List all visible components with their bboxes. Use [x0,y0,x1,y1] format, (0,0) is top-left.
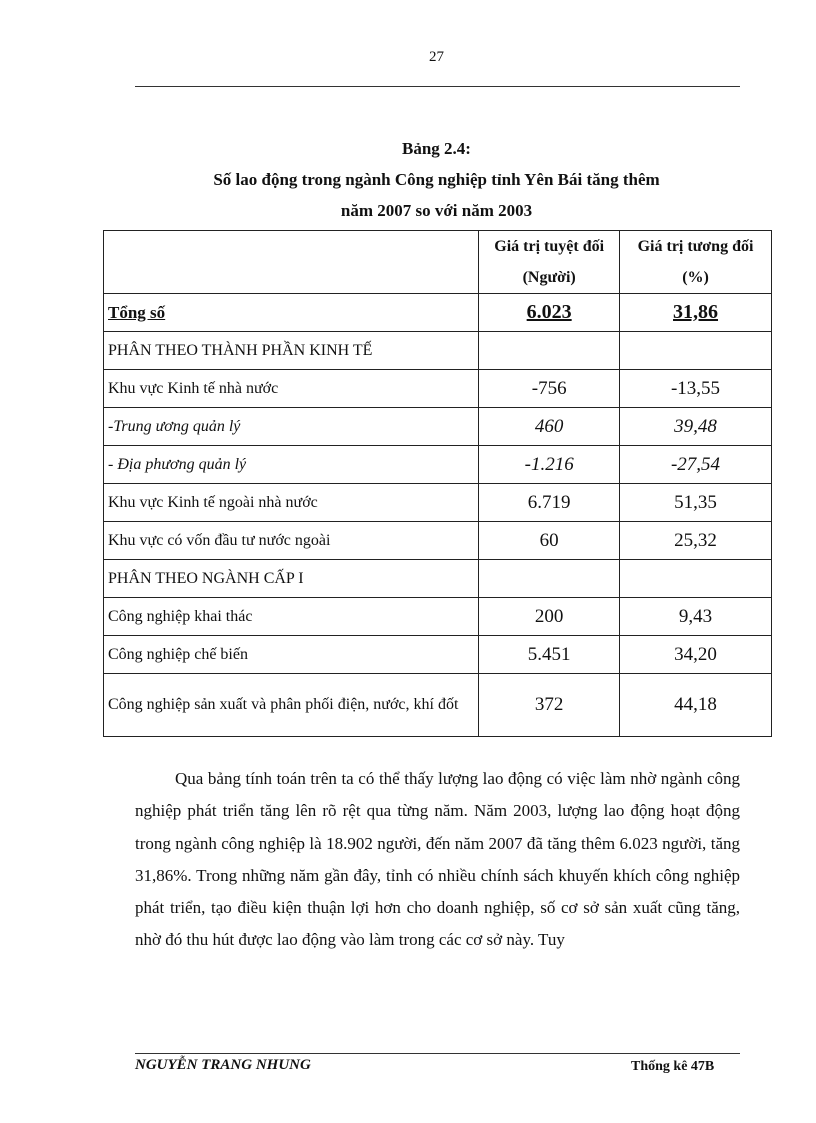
row-absolute: 200 [479,598,620,636]
row-absolute: 6.719 [479,484,620,522]
table-row [104,370,772,408]
row-relative: 44,18 [620,674,772,737]
row-label: -Trung ương quản lý [104,408,479,446]
table-row-section-industry [104,560,772,598]
table-row [104,408,772,446]
row-absolute [479,332,620,370]
row-label: Công nghiệp chế biến [104,636,479,674]
row-absolute: -756 [479,370,620,408]
row-relative [620,560,772,598]
header-rule [135,86,740,87]
row-relative: 51,35 [620,484,772,522]
footer-author: NGUYỄN TRANG NHUNG [135,1057,311,1073]
table-title [0,133,816,226]
header-absolute-unit: (Người) [522,269,576,286]
row-label: - Địa phương quản lý [104,446,479,484]
labor-table [103,230,772,737]
row-absolute: -1.216 [479,446,620,484]
table-row [104,636,772,674]
page-number: 27 [429,49,444,65]
row-relative: -13,55 [620,370,772,408]
row-relative: 25,32 [620,522,772,560]
row-absolute: 372 [479,674,620,737]
row-absolute: 6.023 [479,294,620,332]
row-absolute: 60 [479,522,620,560]
table-row [104,446,772,484]
header-empty-cell [104,231,479,294]
row-relative: -27,54 [620,446,772,484]
table-caption-line2: năm 2007 so với năm 2003 [340,201,533,220]
table-row [104,674,772,737]
header-absolute-value [479,231,620,294]
row-absolute [479,560,620,598]
table-number: Bảng 2.4: [402,139,471,158]
table-header-row [104,231,772,294]
header-absolute-title: Giá trị tuyệt đối [494,238,605,255]
row-absolute: 5.451 [479,636,620,674]
row-relative: 9,43 [620,598,772,636]
header-relative-unit: (%) [682,269,709,286]
row-label: Tổng số [104,294,479,332]
footer-class: Thống kê 47B [631,1059,715,1074]
table-row [104,484,772,522]
header-relative-title: Giá trị tương đối [637,238,754,255]
row-absolute: 460 [479,408,620,446]
row-label: Khu vực có vốn đầu tư nước ngoài [104,522,479,560]
table-row-total [104,294,772,332]
table-caption-line1: Số lao động trong ngành Công nghiệp tỉnh Yên Bái tăng thêm [213,170,660,189]
header-relative-value [620,231,772,294]
table-row [104,522,772,560]
row-label: Khu vực Kinh tế nhà nước [104,370,479,408]
row-label: Công nghiệp khai thác [104,598,479,636]
row-label: PHÂN THEO NGÀNH CẤP I [104,560,479,598]
body-paragraph: Qua bảng tính toán trên ta có thể thấy lượng lao động có việc làm nhờ ngành công nghiệp phát triển tăng lên rõ rệt qua từng năm. Năm 2003, lượng lao động hoạt động trong ngành công nghiệp là 18.902 người, đến năm 2007 đã tăng thêm 6.023 người, tăng 31,86%. Trong những năm gần đây, tỉnh có nhiều chính sách khuyến khích công nghiệp phát triển, tạo điều kiện thuận lợi hơn cho doanh nghiệp, số cơ sở sản xuất cũng tăng, nhờ đó thu hút được lao động vào làm trong các cơ sở này. Tuy [135,769,740,950]
row-relative: 39,48 [620,408,772,446]
row-relative [620,332,772,370]
row-label: PHÂN THEO THÀNH PHẦN KINH TẾ [104,332,479,370]
row-relative: 34,20 [620,636,772,674]
table-row-section-economic [104,332,772,370]
row-relative: 31,86 [620,294,772,332]
table-row [104,598,772,636]
row-label: Công nghiệp sản xuất và phân phối điện, nước, khí đốt [104,674,479,737]
row-label: Khu vực Kinh tế ngoài nhà nước [104,484,479,522]
footer-rule [135,1053,740,1054]
